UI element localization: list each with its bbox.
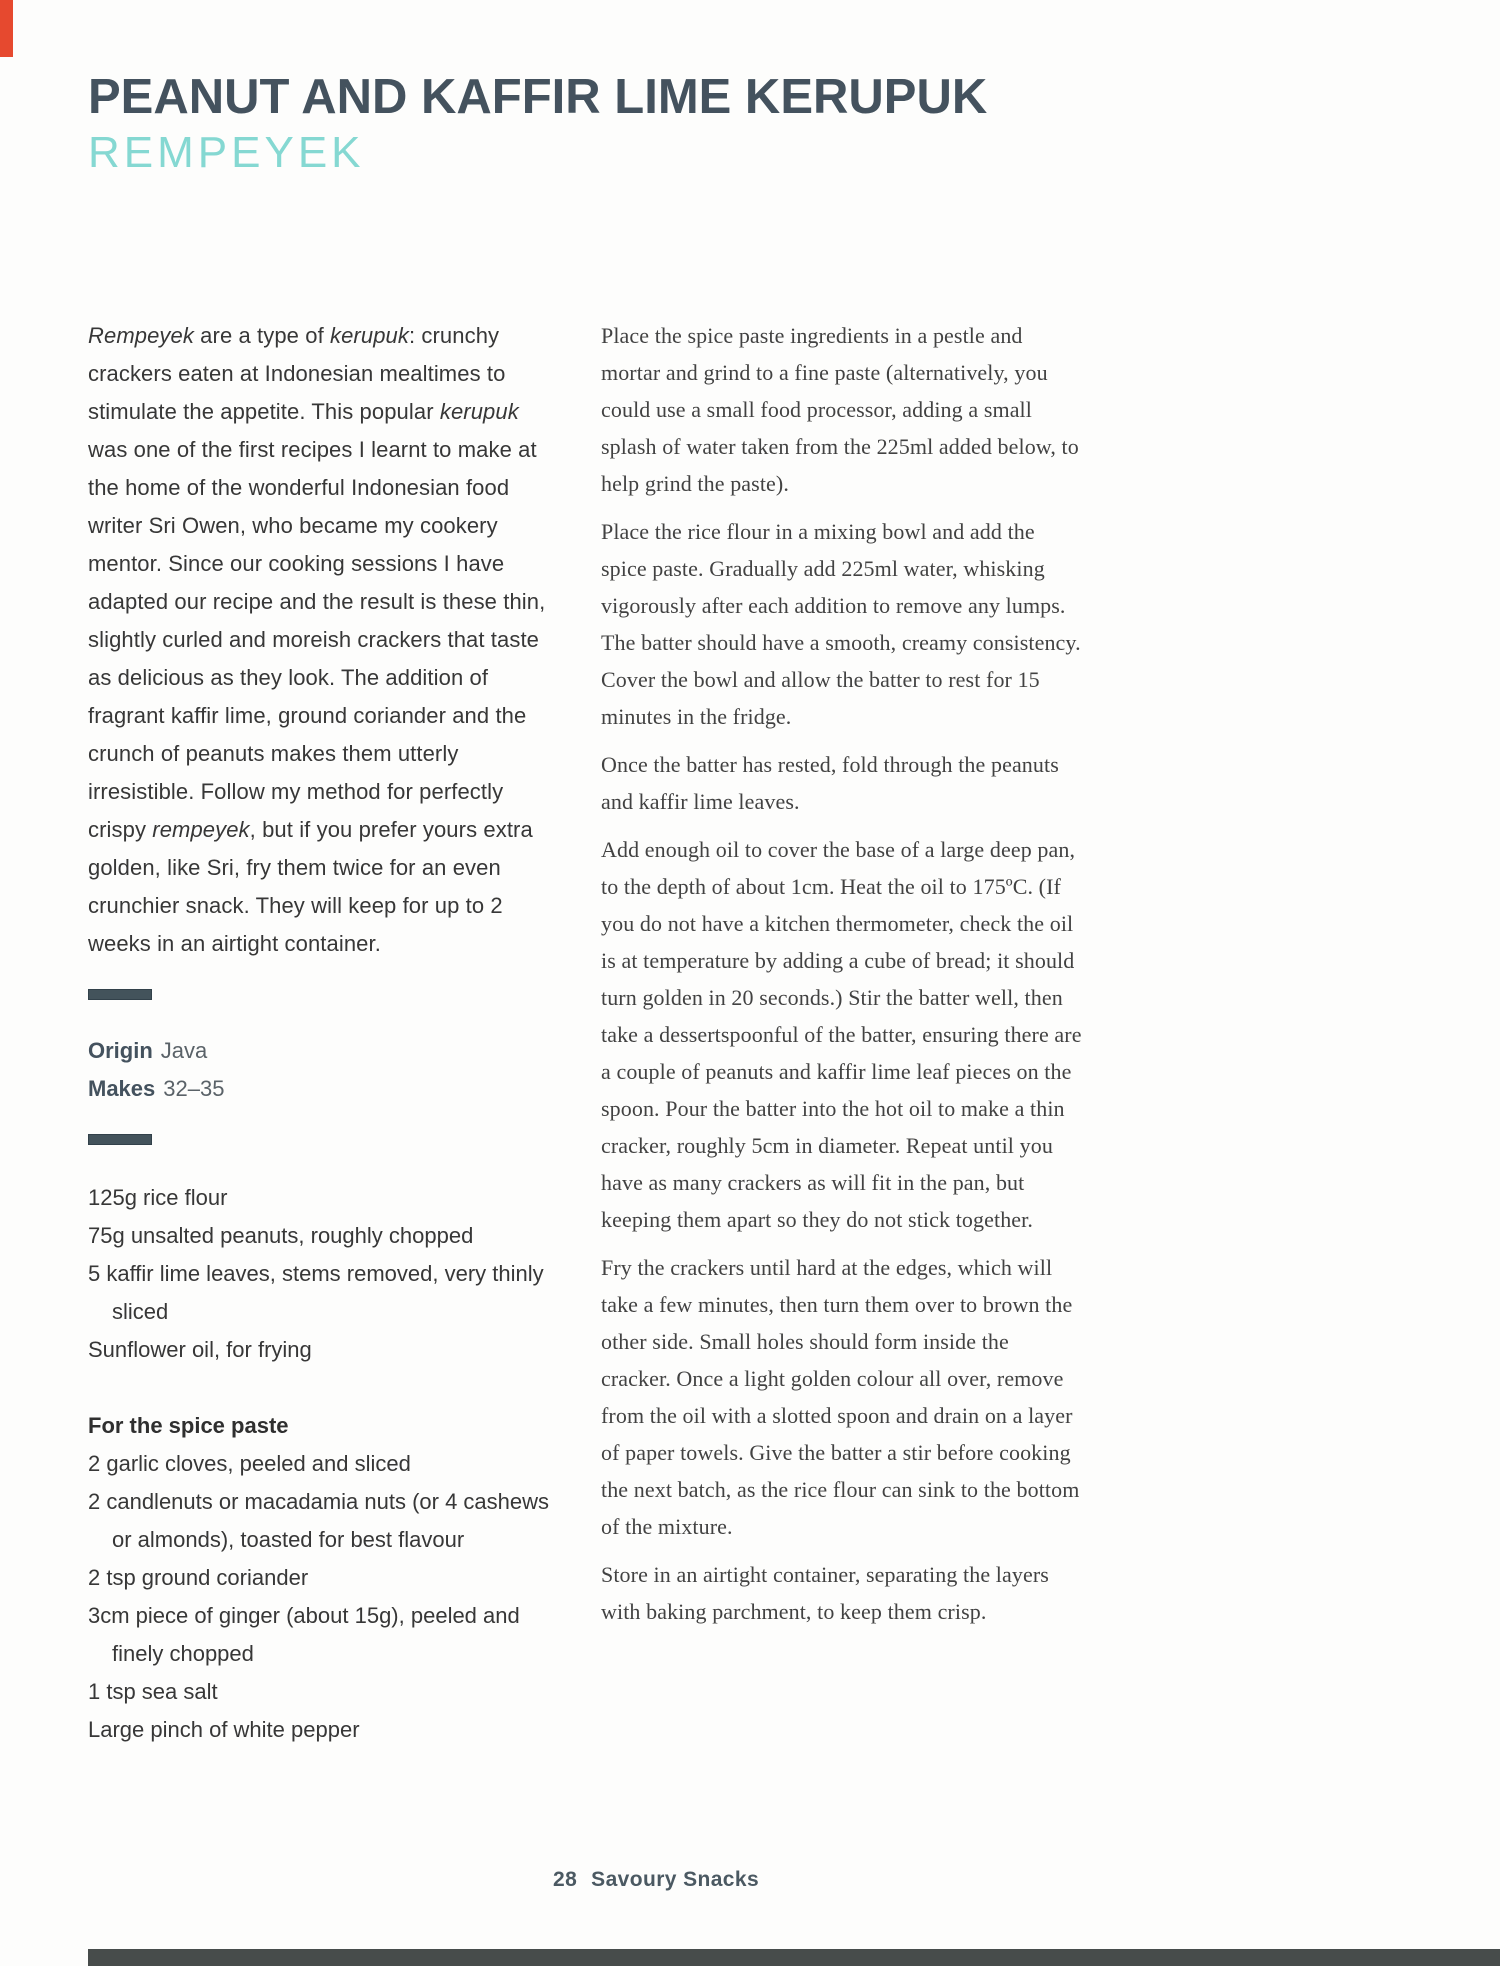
method-step: Place the spice paste ingredients in a pestle and mortar and grind to a fine paste (alternatively, you could use a small food processor, adding a small splash of water taken from the 225ml added below, to help grind the paste).	[601, 322, 1079, 496]
spice-paste-ingredients-list	[88, 1445, 558, 1749]
method-step: Add enough oil to cover the base of a large deep pan, to the depth of about 1cm. Heat the oil to 175ºC. (If you do not have a kitchen thermometer, check the oil is at temperature by adding a cube of bread; it should turn golden in 20 seconds.) Stir the batter well, then take a dessertspoonful of the batter, ensuring there are a couple of peanuts and kaffir lime leaf pieces on the spoon. Pour the batter into the hot oil to make a thin cracker, roughly 5cm in diameter. Repeat until you have as many crackers as will fit in the pan, but keeping them apart so they do not stick together.	[601, 836, 1082, 1232]
page-content	[88, 72, 1083, 1749]
intro-segment: kerupuk	[330, 322, 409, 348]
origin-label: Origin	[88, 1037, 153, 1063]
method-step: Store in an airtight container, separating the layers with baking parchment, to keep them crisp.	[601, 1561, 1049, 1624]
section-divider	[88, 989, 152, 1000]
recipe-title: PEANUT AND KAFFIR LIME KERUPUK	[88, 70, 988, 124]
spice-paste-heading: For the spice paste	[88, 1412, 289, 1438]
page-number: 28	[553, 1868, 578, 1891]
method-step: Place the rice flour in a mixing bowl and add the spice paste. Gradually add 225ml water, whisking vigorously after each addition to remove any lumps. The batter should have a smooth, creamy consistency. Cover the bowl and allow the batter to rest for 15 minutes in the fridge.	[601, 518, 1081, 729]
makes-value: 32–35	[163, 1075, 225, 1101]
recipe-meta	[88, 1032, 558, 1108]
intro-segment: Rempeyek	[88, 322, 194, 348]
method-column	[601, 317, 1083, 1749]
intro-segment: : crunchy crackers eaten at Indonesian mealtimes to stimulate the appetite. This popular	[88, 322, 506, 424]
intro-segment: kerupuk	[439, 398, 519, 424]
ingredient-item: 2 tsp ground coriander	[88, 1564, 309, 1590]
two-column-layout	[88, 317, 1083, 1749]
ingredient-item: Sunflower oil, for frying	[88, 1336, 312, 1362]
ingredient-item: 75g unsalted peanuts, roughly chopped	[88, 1222, 474, 1248]
ingredient-item: 2 candlenuts or macadamia nuts (or 4 cashews or almonds), toasted for best flavour	[88, 1488, 550, 1552]
intro-segment: rempeyek	[152, 816, 250, 842]
method-step: Once the batter has rested, fold through the peanuts and kaffir lime leaves.	[601, 751, 1059, 814]
ingredient-item: 125g rice flour	[88, 1184, 228, 1210]
ingredient-item: 5 kaffir lime leaves, stems removed, very thinly sliced	[88, 1260, 544, 1324]
recipe-introduction	[88, 317, 558, 963]
ingredient-item: 1 tsp sea salt	[88, 1678, 218, 1704]
origin-row	[88, 1032, 558, 1070]
origin-value: Java	[160, 1037, 208, 1063]
intro-segment: are a type of	[193, 322, 330, 348]
makes-row	[88, 1070, 558, 1108]
method-step: Fry the crackers until hard at the edges, which will take a few minutes, then turn them over to brown the other side. Small holes should form inside the cracker. Once a light golden colour all over, remove from the oil with a slotted spoon and drain on a layer of paper towels. Give the batter a stir before cooking the next batch, as the rice flour can sink to the bottom of the mixture.	[601, 1254, 1080, 1539]
makes-label: Makes	[88, 1075, 156, 1101]
scan-artifact-red-bar	[0, 0, 13, 57]
ingredient-item: 3cm piece of ginger (about 15g), peeled and finely chopped	[88, 1602, 520, 1666]
ingredients-section	[88, 1179, 558, 1749]
main-ingredients-list	[88, 1179, 558, 1369]
scan-artifact-bottom-bar	[88, 1949, 1500, 1966]
intro-segment: was one of the first recipes I learnt to make at the home of the wonderful Indonesian food writer Sri Owen, who became my cookery mentor. Since our cooking sessions I have adapted our recipe and the result is these thin, slightly curled and moreish crackers that taste as delicious as they look. The addition of fragrant kaffir lime, ground coriander and the crunch of peanuts makes them utterly irresistible. Follow my method for perfectly crispy	[88, 436, 546, 842]
left-column	[88, 317, 558, 1749]
ingredient-item: Large pinch of white pepper	[88, 1716, 360, 1742]
recipe-subtitle: REMPEYEK	[88, 127, 365, 177]
intro-segment: , but if you prefer yours extra golden, like Sri, fry them twice for an even crunchier snack. They will keep for up to 2 weeks in an airtight container.	[88, 816, 533, 956]
section-title: Savoury Snacks	[591, 1868, 760, 1891]
ingredient-item: 2 garlic cloves, peeled and sliced	[88, 1450, 411, 1476]
page-footer	[553, 1868, 759, 1892]
section-divider	[88, 1134, 152, 1145]
